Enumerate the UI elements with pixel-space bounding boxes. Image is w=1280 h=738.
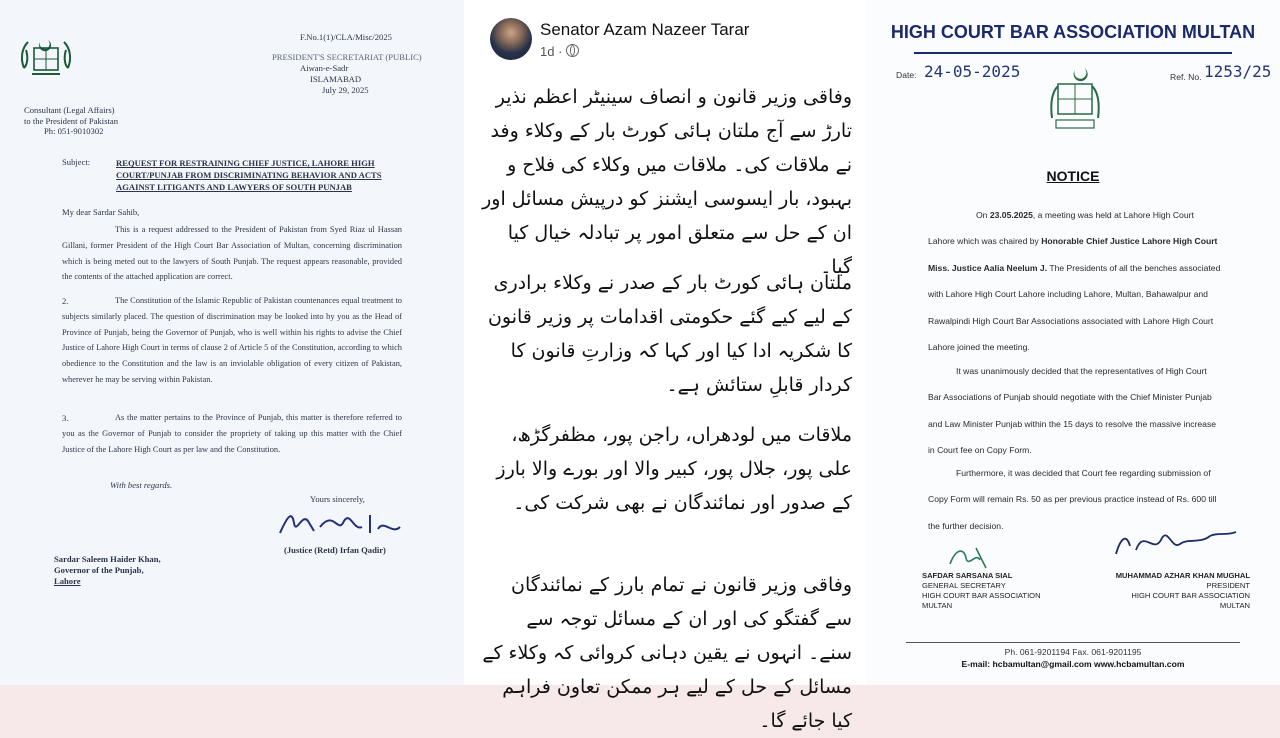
notice-line-12: Copy Form will remain Rs. 50 as per previous practice instead of Rs. 600 till xyxy=(928,494,1217,504)
notice-line-13: the further decision. xyxy=(928,521,1004,531)
pakistan-emblem-icon xyxy=(18,38,74,80)
post-paragraph-2: ملتان ہائی کورٹ بار کے صدر نے وکلاء برادری کے لیے کیے گئے حکومتی اقدامات پر وزیر قانون کا شکریہ ادا کیا اور کہا کہ وزارتِ قانون کا کردار قابلِ ستائش ہے۔ xyxy=(487,272,852,396)
facebook-post xyxy=(466,0,866,732)
header-rule xyxy=(914,52,1232,54)
secretary-city: MULTAN xyxy=(922,601,953,610)
secretary-org: HIGH COURT BAR ASSOCIATION xyxy=(922,591,1041,600)
recipient-city: Lahore xyxy=(54,576,81,586)
secretary-name: SAFDAR SARSANA SIAL xyxy=(922,571,1013,580)
secretary-title: GENERAL SECRETARY xyxy=(922,581,1006,590)
president-block xyxy=(1116,571,1250,611)
notice-line-1: On 23.05.2025, a meeting was held at Lahore High Court xyxy=(976,210,1194,220)
office-city: ISLAMABAD xyxy=(310,74,362,84)
president-city: MULTAN xyxy=(1219,601,1250,610)
notice-date: 24-05-2025 xyxy=(924,62,1021,81)
footer-phone: Ph. 061-9201194 Fax. 061-9201195 xyxy=(1004,647,1142,657)
signer-name: (Justice (Retd) Irfan Qadir) xyxy=(284,545,386,555)
office-name: PRESIDENT'S SECRETARIAT (PUBLIC) xyxy=(272,52,422,62)
association-header: HIGH COURT BAR ASSOCIATION MULTAN xyxy=(890,22,1256,42)
sender-title: Consultant (Legal Affairs) xyxy=(24,105,115,115)
footer-contact[interactable]: E-mail: hcbamultan@gmail.com www.hcbamultan.com xyxy=(961,659,1185,669)
separator-dot: · xyxy=(558,44,567,59)
paragraph-2: The Constitution of the Islamic Republic of Pakistan countenances equal treatment to subjects similarly placed. The question of discrimination may be looked into by you as the Head of Province of Punjab, being the Governor of Punjab, who is well within his rights to advise the Chief Justice of Lahore High Court in terms of clause 2 of Article 5 of the Constitution, according to which obedience to the Constitution and the law is an inviolable obligation of every citizen of Pakistan, wherever he may be serving within Pakistan. xyxy=(62,296,402,384)
secretary-block xyxy=(922,571,1041,611)
paragraph-2-number: 2. xyxy=(62,296,69,306)
president-title: PRESIDENT xyxy=(1206,581,1250,590)
president-org: HIGH COURT BAR ASSOCIATION xyxy=(1131,591,1250,600)
salutation: My dear Sardar Sahib, xyxy=(62,207,140,217)
notice-line-11: Furthermore, it was decided that Court fee regarding submission of xyxy=(956,468,1211,478)
subject-text: REQUEST FOR RESTRAINING CHIEF JUSTICE, LAHORE HIGH COURT/PUNJAB FROM DISCRIMINATING BEHAVIOR AND ACTS AGAINST LITIGANTS AND LAWYERS OF SOUTH PUNJAB xyxy=(116,158,382,192)
notice-line-10: in Court fee on Copy Form. xyxy=(928,445,1032,455)
recipient-title: Governor of the Punjab, xyxy=(54,565,144,575)
president-name: MUHAMMAD AZHAR KHAN MUGHAL xyxy=(1115,571,1250,580)
signature-image xyxy=(274,505,404,541)
post-time[interactable]: 1d xyxy=(540,44,555,59)
notice-line-7: It was unanimously decided that the representatives of High Court xyxy=(956,366,1207,376)
notice-line-3: Miss. Justice Aalia Neelum J. The Presidents of all the benches associated xyxy=(928,263,1221,273)
avatar[interactable] xyxy=(490,18,532,60)
paragraph-3: As the matter pertains to the Province of Punjab, this matter is therefore referred to you as the Governor of Punjab to consider the propriety of taking up this matter with the Chief Justice of the Lahore High Court as per law and the Constitution. xyxy=(62,413,402,454)
notice-line-2: Lahore which was chaired by Honorable Chief Justice Lahore High Court xyxy=(928,236,1218,246)
subject-label: Subject: xyxy=(62,157,91,167)
post-author[interactable]: Senator Azam Nazeer Tarar xyxy=(540,20,750,39)
post-paragraph-4: وفاقی وزیر قانون نے تمام بارز کے نمائندگان سے گفتگو کی اور ان کے مسائل توجہ سے سنے۔ انہوں نے یقین دہانی کروائی کہ وکلاء کے مسائل کے حل کے لیے ہر ممکن تعاون فراہم کیا جائے گا۔ xyxy=(482,574,852,732)
presidential-letter xyxy=(0,0,466,685)
notice-title: NOTICE xyxy=(1046,168,1100,184)
footer-rule xyxy=(906,642,1240,643)
sender-title-2: to the President of Pakistan xyxy=(24,116,119,126)
notice-line-5: Rawalpindi High Court Bar Associations associated with Lahore High Court xyxy=(928,316,1214,326)
letter-date: July 29, 2025 xyxy=(322,85,369,95)
ref-number: 1253/25 xyxy=(1204,62,1272,81)
paragraph-3-number: 3. xyxy=(62,413,69,423)
secretary-signature xyxy=(946,542,992,572)
date-label: Date: xyxy=(896,70,917,80)
office-building: Aiwan-e-Sadr xyxy=(300,63,349,73)
post-meta xyxy=(540,44,579,59)
post-paragraph-1: وفاقی وزیر قانون و انصاف سینیٹر اعظم نذیر تارڑ سے آج ملتان ہائی کورٹ بار کے وکلاء وفد نے ملاقات کی۔ ملاقات میں وکلاء کی فلاح و بہبود، بار ایسوسی ایشنز کو درپیش مسائل اور ان کے حل سے متعلق امور پر تبادلہ خیال کیا گیا۔ xyxy=(482,86,852,278)
president-signature xyxy=(1110,522,1240,562)
notice-line-9: and Law Minister Punjab within the 15 days to resolve the massive increase xyxy=(928,419,1217,429)
notice-line-8: Bar Associations of Punjab should negotiate with the Chief Minister Punjab xyxy=(928,392,1212,402)
paragraph-1: This is a request addressed to the President of Pakistan from Syed Riaz ul Hassan Gillani, former President of the High Court Bar Association of Multan, concerning discrimination which is being meted out to the lawyers of South Punjab. The request appears reasonable, provided the contents of the attached application are correct. xyxy=(62,225,402,282)
notice-line-4: with Lahore High Court Lahore including Lahore, Multan, Bahawalpur and xyxy=(928,289,1208,299)
globe-icon xyxy=(566,44,579,57)
bar-association-notice xyxy=(866,0,1280,685)
sender-phone: Ph: 051-9010302 xyxy=(44,126,104,136)
notice-line-6: Lahore joined the meeting. xyxy=(928,342,1030,352)
post-paragraph-3: ملاقات میں لودھراں، راجن پور، مظفرگڑھ، علی پور، جلال پور، کبیر والا اور بورے والا بارز کے صدور اور نمائندگان نے بھی شرکت کی۔ xyxy=(496,424,852,514)
yours-sincerely: Yours sincerely, xyxy=(310,494,365,504)
ref-label: Ref. No. xyxy=(1170,72,1202,82)
pakistan-emblem-icon xyxy=(1048,66,1102,136)
file-number: F.No.1(1)/CLA/Misc/2025 xyxy=(300,32,392,42)
recipient-name: Sardar Saleem Haider Khan, xyxy=(54,554,161,564)
closing: With best regards. xyxy=(110,480,173,490)
